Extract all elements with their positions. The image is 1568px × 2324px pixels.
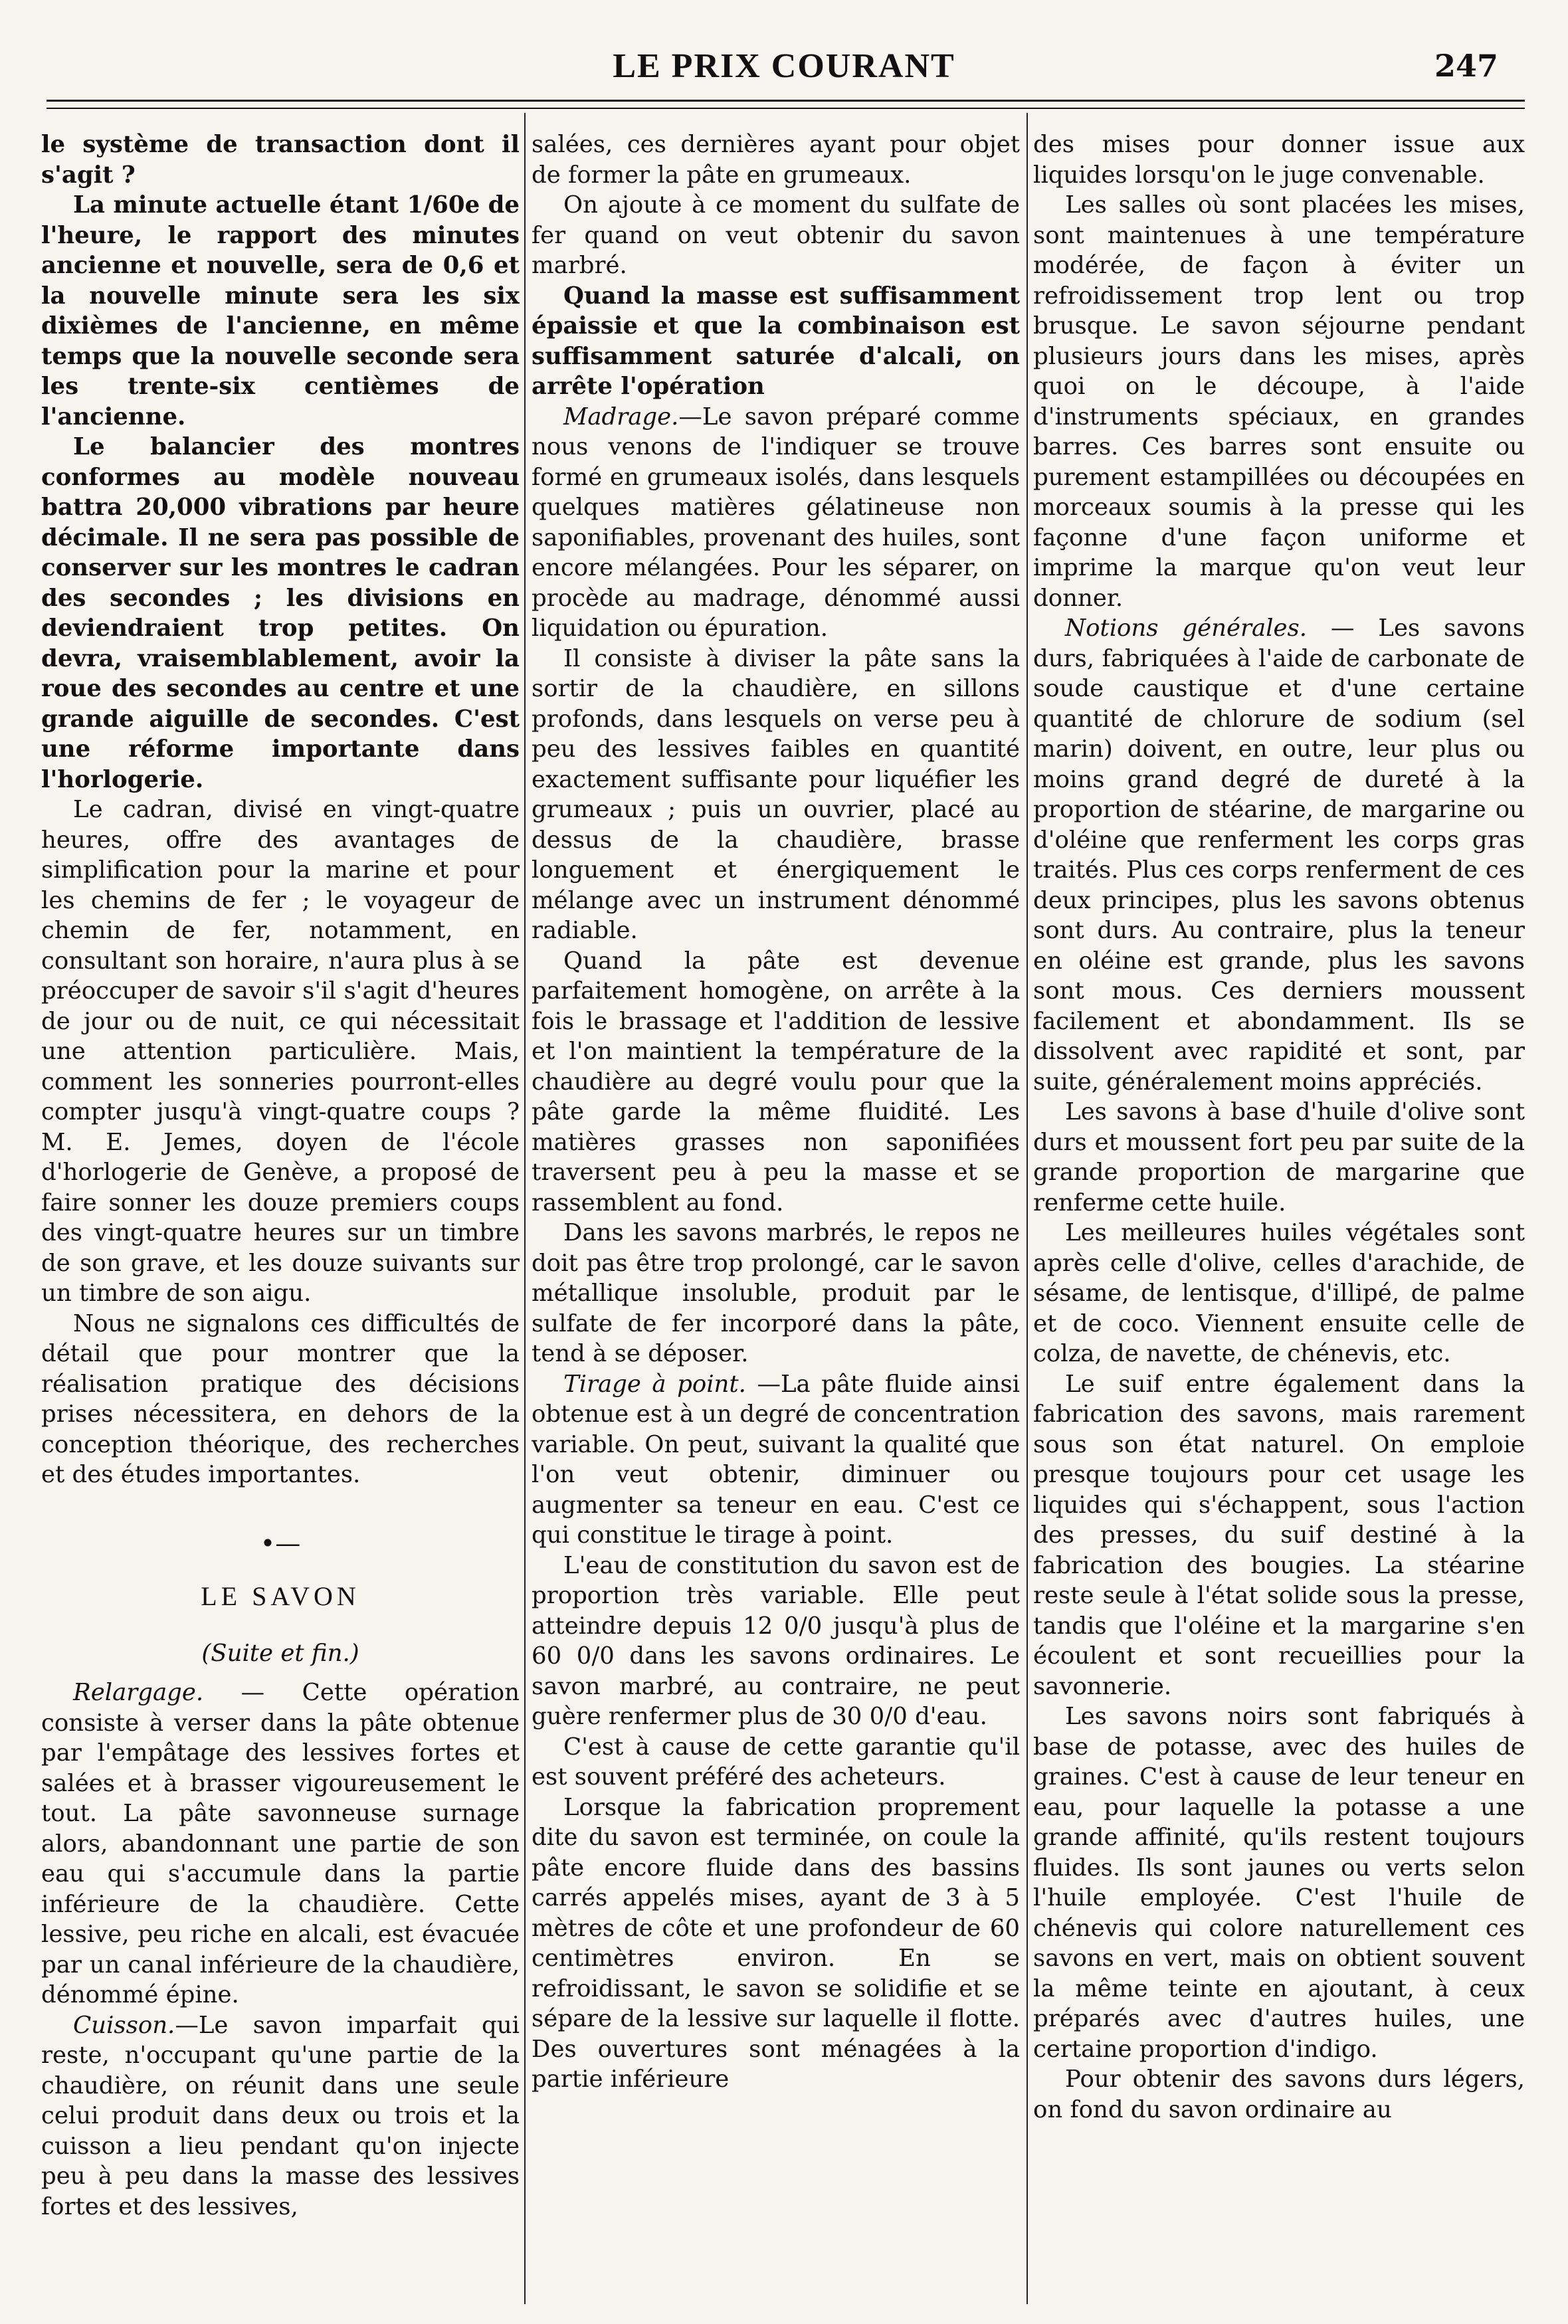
column-1	[41, 130, 520, 2297]
paragraph	[41, 2010, 520, 2222]
column-divider	[1027, 113, 1028, 2304]
paragraph	[41, 1678, 520, 2010]
paragraph	[41, 432, 520, 795]
paragraph: Dans les savons marbrés, le repos ne doit pas être trop prolongé, car le savon métallique insoluble, produit par le sulfate de fer incorporé dans la pâte, tend à se déposer.	[532, 1219, 1020, 1367]
column-2	[532, 130, 1020, 2297]
paragraph-text: —Le savon préparé comme nous venons de l'indiquer se trouve formé en grumeaux isolés, dans lesquels quelques matières gélatineuse non saponifiables, provenant des huiles, sont encore mélangées. Pour les séparer, on procède au madrage, dénommé aussi liquidation ou épuration.	[532, 403, 1020, 642]
paragraph-text: —La pâte fluide ainsi obtenue est à un degré de concentration variable. On peut, suivant la qualité que l'on veut obtenir, diminuer ou augmenter sa teneur en eau. C'est ce qui constitue le tirage à point.	[532, 1370, 1020, 1549]
paragraph-label: Tirage à point.	[563, 1370, 746, 1398]
header-rule-thin	[47, 108, 1525, 109]
paragraph: Pour obtenir des savons durs légers, on fond du savon ordinaire au	[1033, 2066, 1525, 2123]
paragraph: L'eau de constitution du savon est de proportion très variable. Elle peut atteindre depuis 12 0/0 jusqu'à plus de 60 0/0 dans les savons ordinaires. Le savon marbré, au contraire, ne peut guère renfermer plus de 30 0/0 d'eau.	[532, 1551, 1020, 1730]
paragraph: Le cadran, divisé en vingt-quatre heures, offre des avantages de simplification pour la marine et pour les chemins de fer ; le voyageur de chemin de fer, notamment, en consultant son horaire, n'aura plus à se préoccuper de savoir s'il s'agit d'heures de jour ou de nuit, ce qui nécessitait une attention particulière. Mais, comment les sonneries pourront-elles compter jusqu'à vingt-quatre coups ? M. E. Jemes, doyen de l'école d'horlogerie de Genève, a proposé de faire sonner les douze premiers coups des vingt-quatre heures sur un timbre de son grave, et les douze suivants sur un timbre de son aigu.	[41, 796, 520, 1307]
paragraph: Quand la pâte est devenue parfaitement homogène, on arrête à la fois le brassage et l'addition de lessive et l'on maintient la température de la chaudière au degré voulu pour que la pâte garde la même fluidité. Les matières grasses non saponifiées traversent peu à peu la masse et se rassemblent au fond.	[532, 947, 1020, 1216]
section-subtitle: (Suite et fin.)	[201, 1639, 359, 1667]
paragraph-label: Notions générales.	[1065, 615, 1308, 642]
paragraph: On ajoute à ce moment du sulfate de fer quand on veut obtenir du savon marbré.	[532, 191, 1020, 279]
page-number: 247	[1434, 48, 1498, 84]
column-divider	[524, 113, 526, 2304]
masthead	[40, 40, 1528, 93]
paragraph	[1033, 613, 1525, 1097]
paragraph	[41, 190, 520, 432]
paragraph-label: Cuisson.	[73, 2011, 175, 2039]
paragraph: Les savons noirs sont fabriqués à base de potasse, avec des huiles de graines. C'est à cause de leur teneur en eau, pour laquelle la potasse a une grande affinité, qu'ils restent toujours fluides. Ils sont jaunes ou verts selon l'huile employée. C'est l'huile de chénevis qui colore naturellement ces savons en vert, mais on obtient souvent la même teinte en ajoutant, à ceux préparés avec d'autres huiles, une certaine proportion d'indigo.	[1033, 1703, 1525, 2063]
paragraph: Les salles où sont placées les mises, sont maintenues à une température modérée, de façon à éviter un refroidissement trop lent ou trop brusque. Le savon séjourne pendant plusieurs jours dans les mises, après quoi on le découpe, à l'aide d'instruments spéciaux, en grandes barres. Ces barres sont ensuite ou purement estampillées ou découpées en morceaux soumis à la presse qui les façonne d'une façon uniforme et imprime la marque qu'on veut leur donner.	[1033, 191, 1525, 612]
paragraph-text: La minute actuelle étant 1/60e de l'heure, le rapport des minutes ancienne et nouvelle, sera de 0,6 et la nouvelle minute sera les six dixièmes de l'ancienne, en même temps que la nouvelle seconde sera les trente-six centièmes de l'ancienne.	[41, 191, 520, 431]
section-ornament: •—	[260, 1528, 301, 1558]
paragraph: Quand la masse est suffisamment épaissie et que la combinaison est suffisamment saturée d'alcali, on arrête l'opération	[532, 282, 1020, 400]
publication-title: LE PRIX COURANT	[613, 47, 955, 85]
paragraph: le système de transaction dont il s'agit ?	[41, 131, 520, 189]
section-title: LE SAVON	[201, 1581, 360, 1611]
paragraph-text: — Cette opération consiste à verser dans la pâte obtenue par l'empâtage des lessives fortes et salées et à brasser vigoureusement le tout. La pâte savonneuse surnage alors, abandonnant une partie de son eau qui s'accumule dans la partie inférieure de la chaudière. Cette lessive, peu riche en alcali, est évacuée par un canal inférieure de la chaudière, dénommé épine.	[41, 1679, 520, 2008]
paragraph-label: Relargage.	[73, 1679, 204, 1706]
paragraph-text: — Les savons durs, fabriquées à l'aide de carbonate de soude caustique et d'une certaine quantité de chlorure de sodium (sel marin) doivent, en outre, leur plus ou moins grand degré de dureté à la proportion de stéarine, de margarine ou d'oléine que renferment les corps gras traités. Plus ces corps renferment de ces deux principes, plus les savons obtenus sont durs. Au contraire, plus la teneur en oléine est grande, plus les savons sont mous. Ces derniers moussent facilement et abondamment. Ils se dissolvent avec rapidité et sont, par suite, généralement moins appréciés.	[1033, 615, 1525, 1096]
header-rule	[47, 100, 1525, 102]
paragraph: Le suif entre également dans la fabrication des savons, mais rarement sous son état naturel. On emploie presque toujours pour cet usage les liquides qui s'échappent, sous l'action des presses, du suif destiné à la fabrication des bougies. La stéarine reste seule à l'état solide sous la presse, tandis que l'oléine et la margarine s'en écoulent et sont recueillies pour la savonnerie.	[1033, 1370, 1525, 1700]
paragraph	[532, 402, 1020, 644]
paragraph: Il consiste à diviser la pâte sans la sortir de la chaudière, en sillons profonds, dans lesquels on verse peu à peu des lessives faibles en quantité exactement suffisante pour liquéfier les grumeaux ; puis un ouvrier, placé au dessus de la chaudière, brasse longuement et énergiquement le mélange avec un instrument dénommé radiable.	[532, 644, 1020, 944]
paragraph: Les savons à base d'huile d'olive sont durs et moussent fort peu par suite de la grande proportion de margarine que renferme cette huile.	[1033, 1098, 1525, 1216]
paragraph: des mises pour donner issue aux liquides lorsqu'on le juge convenable.	[1033, 131, 1525, 189]
paragraph: Les meilleures huiles végétales sont après celle d'olive, celles d'arachide, de sésame, de lentisque, d'illipé, de palme et de coco. Viennent ensuite celle de colza, de navette, de chénevis, etc.	[1033, 1219, 1525, 1367]
paragraph-text: —Le savon imparfait qui reste, n'occupant qu'une partie de la chaudière, on réunit dans une seule celui produit dans deux ou trois et la cuisson a lieu pendant qu'on injecte peu à peu dans la masse des lessives fortes et des lessives,	[41, 2011, 520, 2220]
paragraph: Nous ne signalons ces difficultés de détail que pour montrer que la réalisation pratique des décisions prises nécessitera, en dehors de la conception théorique, des recherches et des études importantes.	[41, 1309, 520, 1488]
paragraph: Lorsque la fabrication proprement dite du savon est terminée, on coule la pâte encore fluide dans des bassins carrés appelés mises, ayant de 3 à 5 mètres de côte et une profondeur de 60 centimètres environ. En se refroidissant, le savon se solidifie et se sépare de la lessive sur laquelle il flotte. Des ouvertures sont ménagées à la partie inférieure	[532, 1793, 1020, 2093]
column-3	[1033, 130, 1525, 2297]
paragraph: salées, ces dernières ayant pour objet de former la pâte en grumeaux.	[532, 131, 1020, 189]
paragraph-label: Madrage.	[563, 403, 679, 431]
paragraph-text: Le balancier des montres conformes au modèle nouveau battra 20,000 vibrations par heure décimale. Il ne sera pas possible de conserver sur les montres le cadran des secondes ; les divisions en deviendraient trop petites. On devra, vraisemblablement, avoir la roue des secondes au centre et une grande aiguille de secondes. C'est une réforme importante dans l'horlogerie.	[41, 433, 520, 793]
paragraph	[532, 1369, 1020, 1551]
paragraph: C'est à cause de cette garantie qu'il est souvent préféré des acheteurs.	[532, 1733, 1020, 1791]
